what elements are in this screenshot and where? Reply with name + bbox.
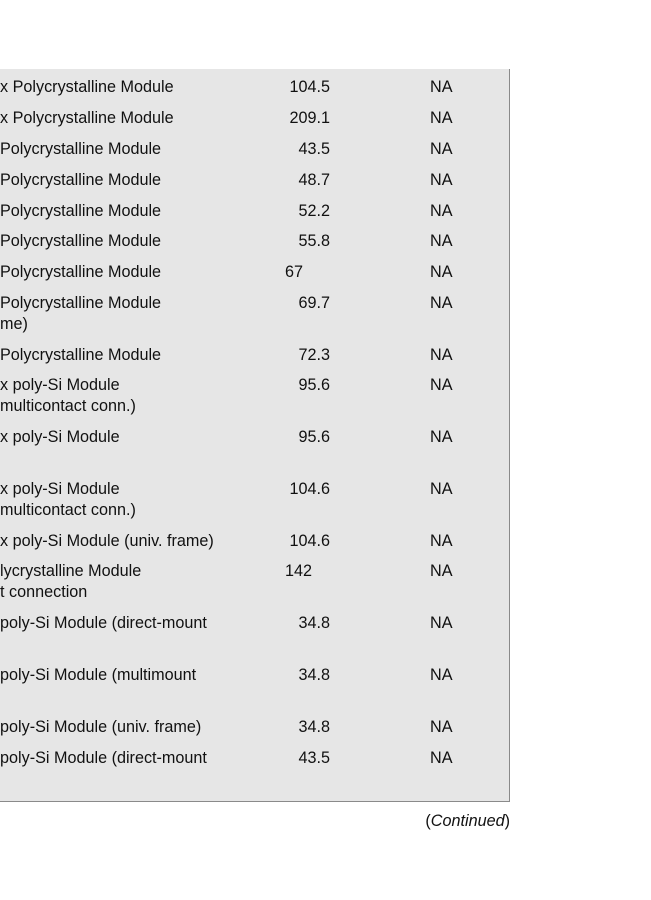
- power-value: 95.6: [298, 376, 330, 394]
- module-description: poly-Si Module (univ. frame): [0, 718, 202, 736]
- module-description: Polycrystalline Module: [0, 232, 162, 250]
- other-value: NA: [430, 171, 453, 189]
- module-description: lycrystalline Module t connection: [0, 562, 142, 601]
- module-description: Polycrystalline Module: [0, 140, 162, 158]
- power-value: 43.5: [298, 140, 330, 158]
- other-value: NA: [430, 109, 453, 127]
- continued-label: Continued: [430, 812, 505, 830]
- other-value: NA: [430, 428, 453, 446]
- power-value: 55.8: [298, 232, 330, 250]
- module-description: x Polycrystalline Module: [0, 109, 174, 127]
- module-description: x poly-Si Module (univ. frame): [0, 532, 214, 550]
- module-description: poly-Si Module (direct-mount: [0, 614, 207, 632]
- power-value: 48.7: [298, 171, 330, 189]
- other-value: NA: [430, 263, 453, 281]
- power-value: 34.8: [298, 614, 330, 632]
- other-value: NA: [430, 202, 453, 220]
- continued-open-paren: (: [425, 812, 431, 830]
- power-value: 52.2: [298, 202, 330, 220]
- power-value: 34.8: [298, 666, 330, 684]
- power-value: 34.8: [298, 718, 330, 736]
- power-value: 104.6: [289, 532, 330, 550]
- other-value: NA: [430, 78, 453, 96]
- other-value: NA: [430, 666, 453, 684]
- module-description: x poly-Si Module: [0, 428, 120, 446]
- power-value: 43.5: [298, 749, 330, 767]
- power-value: 67: [285, 263, 304, 281]
- module-description: x poly-Si Module multicontact conn.): [0, 480, 136, 519]
- other-value: NA: [430, 232, 453, 250]
- other-value: NA: [430, 562, 453, 580]
- module-description: poly-Si Module (direct-mount: [0, 749, 207, 767]
- module-description: x Polycrystalline Module: [0, 78, 174, 96]
- module-description: Polycrystalline Module: [0, 171, 162, 189]
- continued-note: [425, 811, 510, 832]
- other-value: NA: [430, 718, 453, 736]
- module-description: Polycrystalline Module: [0, 346, 162, 364]
- module-description: Polycrystalline Module: [0, 202, 162, 220]
- continued-close-paren: ): [504, 812, 510, 830]
- other-value: NA: [430, 480, 453, 498]
- other-value: NA: [430, 614, 453, 632]
- other-value: NA: [430, 294, 453, 312]
- module-description: Polycrystalline Module: [0, 263, 162, 281]
- other-value: NA: [430, 346, 453, 364]
- other-value: NA: [430, 749, 453, 767]
- power-value: 209.1: [289, 109, 330, 127]
- power-value: 69.7: [298, 294, 330, 312]
- module-description: Polycrystalline Module me): [0, 294, 162, 333]
- module-description: x poly-Si Module multicontact conn.): [0, 376, 136, 415]
- power-value: 95.6: [298, 428, 330, 446]
- other-value: NA: [430, 376, 453, 394]
- table-panel: [0, 69, 510, 802]
- module-description: poly-Si Module (multimount: [0, 666, 197, 684]
- power-value: 104.5: [289, 78, 330, 96]
- power-value: 72.3: [298, 346, 330, 364]
- other-value: NA: [430, 140, 453, 158]
- power-value: 142: [285, 562, 313, 580]
- other-value: NA: [430, 532, 453, 550]
- power-value: 104.6: [289, 480, 330, 498]
